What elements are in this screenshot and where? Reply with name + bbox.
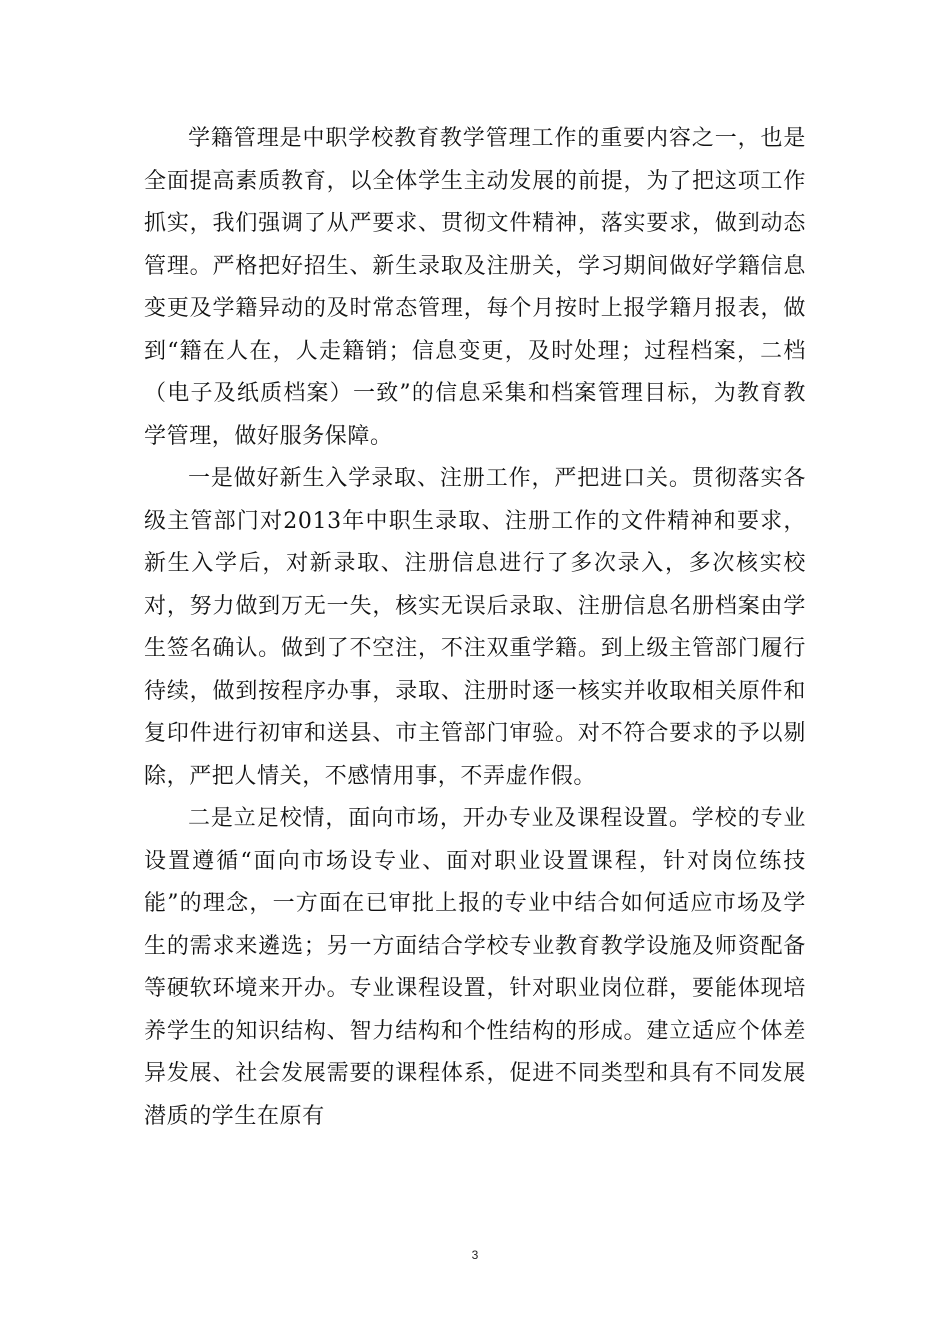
paragraph-student-records: 学籍管理是中职学校教育教学管理工作的重要内容之一，也是全面提高素质教育，以全体学生主动发展的前提，为了把这项工作抓实，我们强调了从严要求、贯彻文件精神，落实要求，做到动态管理。严格把好招生、新生录取及注册关，学习期间做好学籍信息变更及学籍异动的及时常态管理，每个月按时上报学籍月报表，做到“籍在人在，人走籍销；信息变更，及时处理；过程档案，二档（电子及纸质档案）一致”的信息采集和档案管理目标，为教育教学管理，做好服务保障。 <box>144 126 806 449</box>
page-number: 3 <box>471 1248 479 1262</box>
paragraph-enrollment: 一是做好新生入学录取、注册工作，严把进口关。贯彻落实各级主管部门对2013年中职生录取、注册工作的文件精神和要求，新生入学后，对新录取、注册信息进行了多次录入，多次核实校对，努力做到万无一失，核实无误后录取、注册信息名册档案由学生签名确认。做到了不空注，不注双重学籍。到上级主管部门履行待续，做到按程序办事，录取、注册时逐一核实并收取相关原件和复印件进行初审和送县、市主管部门审验。对不符合要求的予以剔除，严把人情关，不感情用事，不弄虚作假。 <box>144 466 806 789</box>
body-text <box>144 118 806 1138</box>
paragraph-majors-courses: 二是立足校情，面向市场，开办专业及课程设置。学校的专业设置遵循“面向市场设专业、面对职业设置课程，针对岗位练技能”的理念，一方面在已审批上报的专业中结合如何适应市场及学生的需求来遴选；另一方面结合学校专业教育教学设施及师资配备等硬软环境来开办。专业课程设置，针对职业岗位群，要能体现培养学生的知识结构、智力结构和个性结构的形成。建立适应个体差异发展、社会发展需要的课程体系，促进不同类型和具有不同发展潜质的学生在原有 <box>144 806 806 1129</box>
